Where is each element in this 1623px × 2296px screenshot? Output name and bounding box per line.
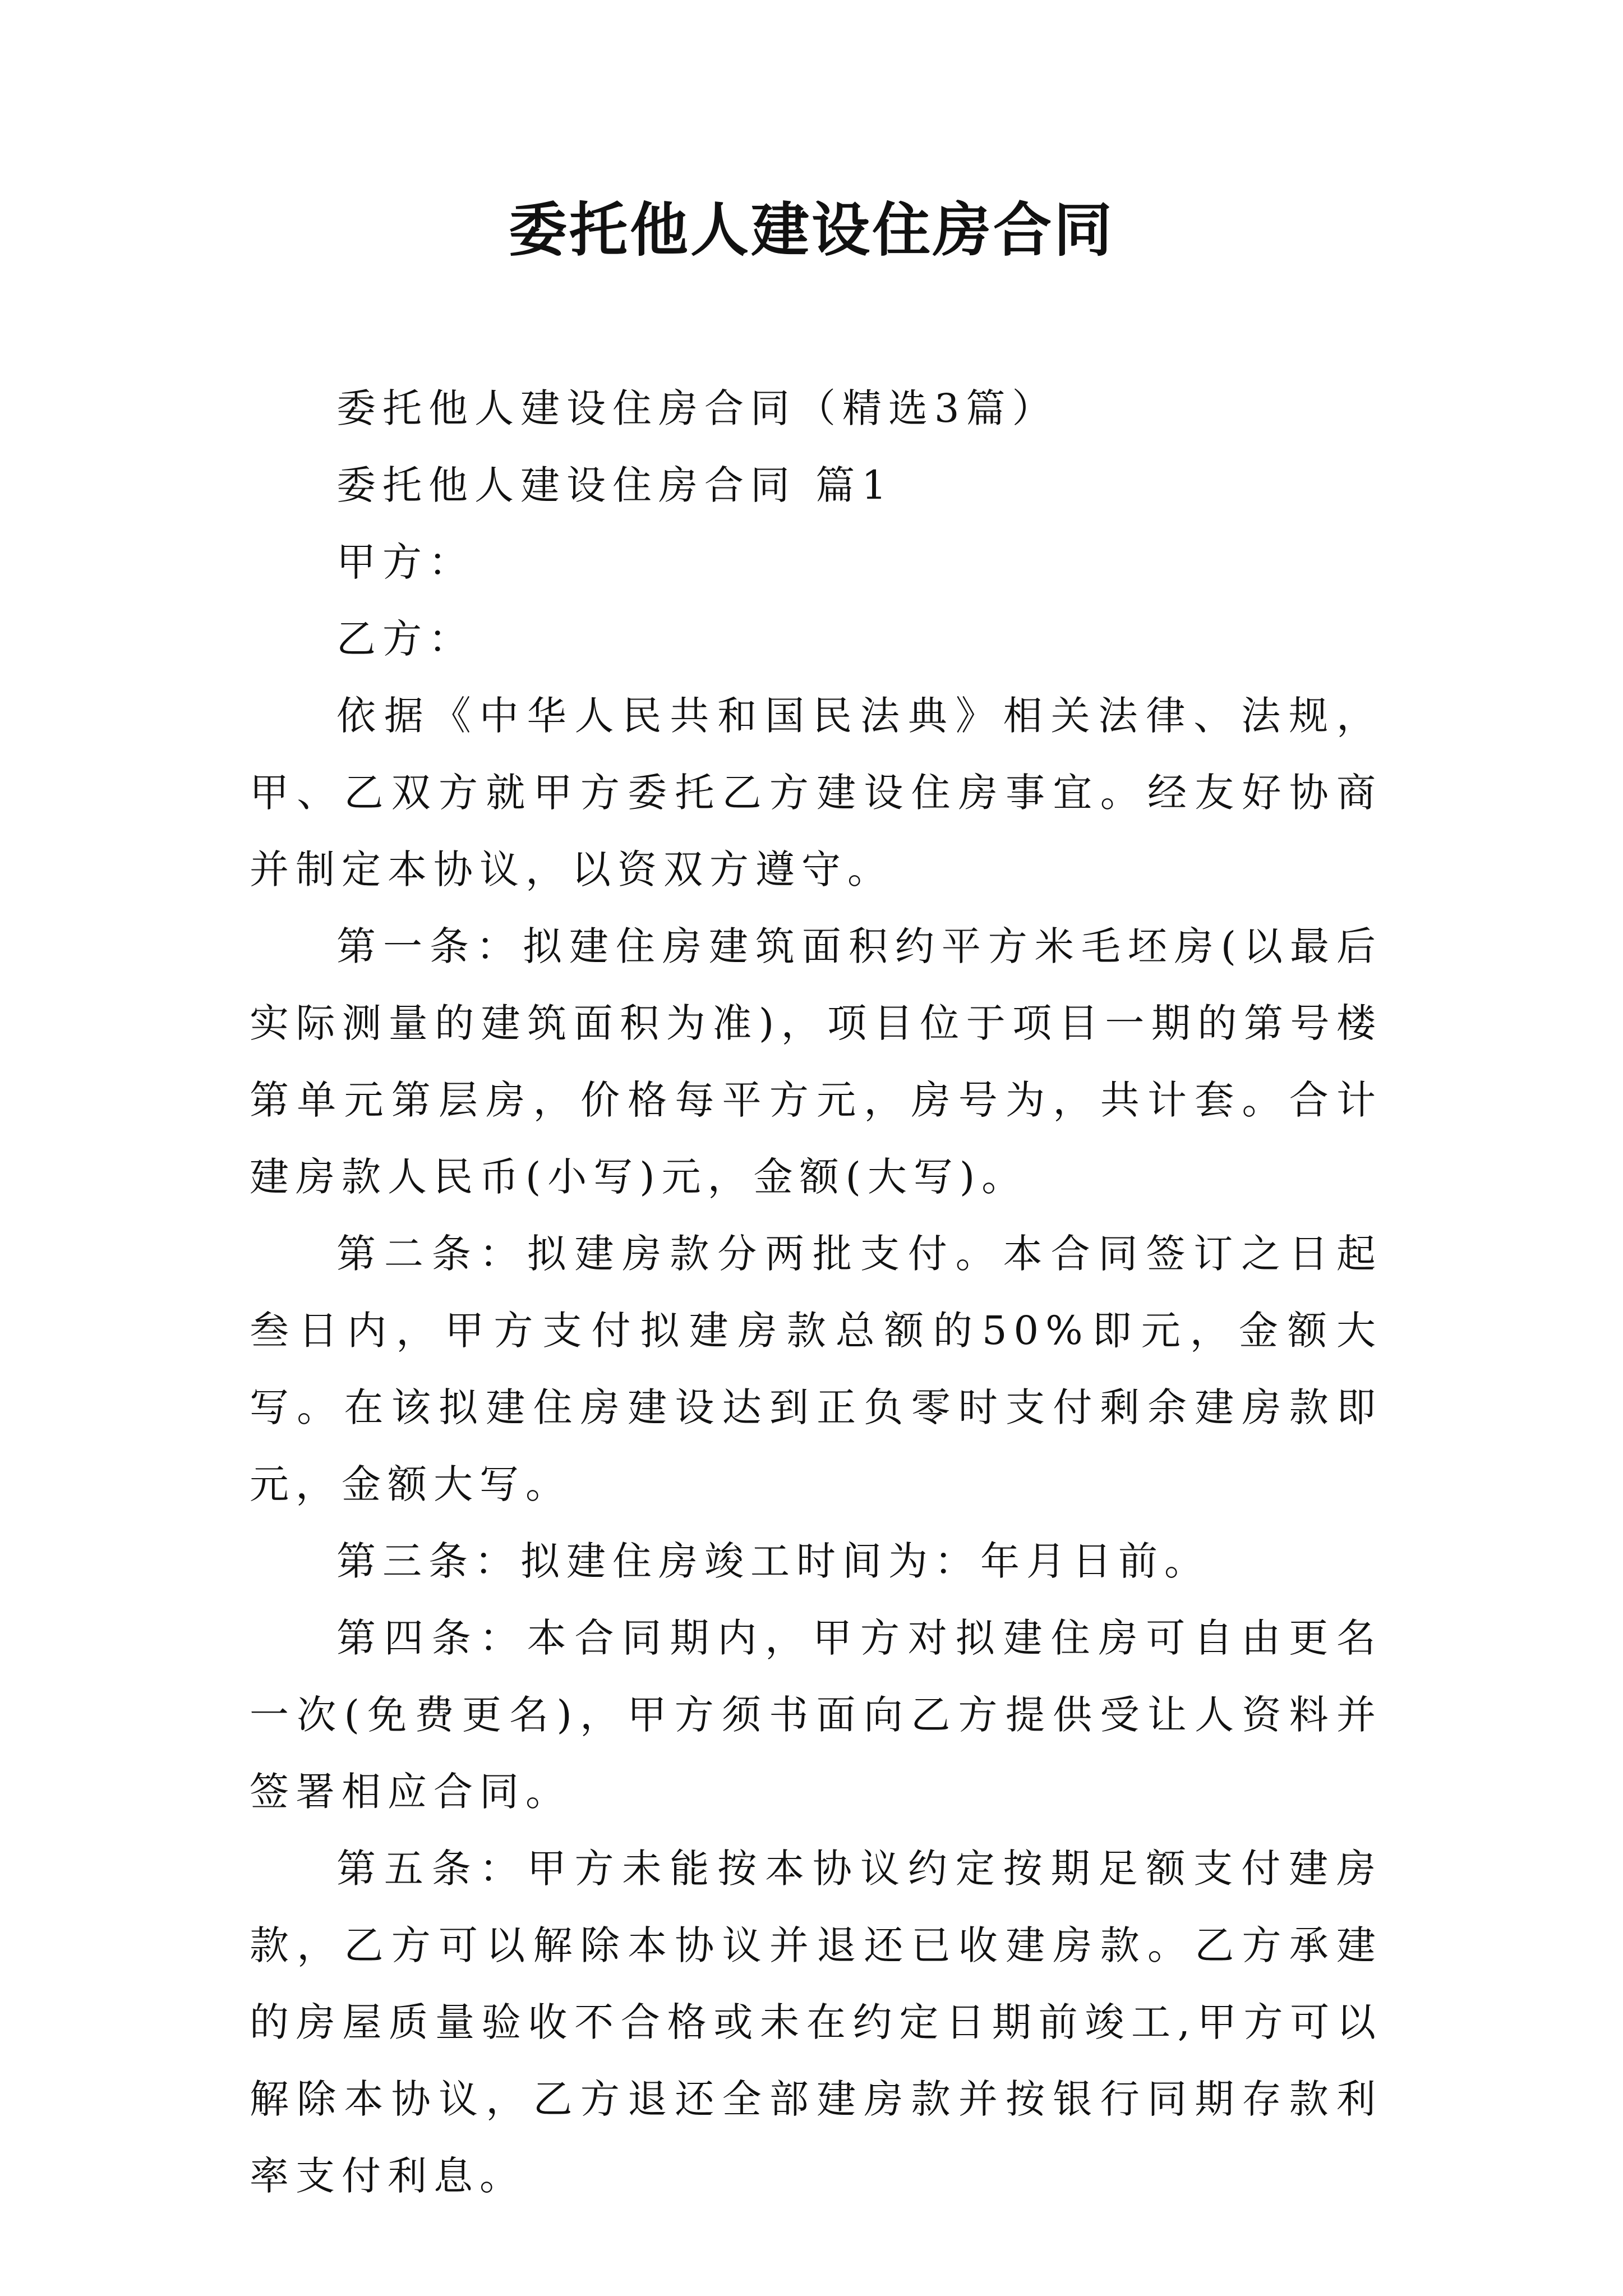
- paragraph-subtitle: 委托他人建设住房合同（精选3篇）: [336, 385, 1058, 431]
- paragraph-article-2: 第二条：拟建房款分两批支付。本合同签订之日起叁日内，甲方支付拟建房款总额的50%即元，金额大写。在该拟建住房建设达到正负零时支付剩余建房款即元，金额大写。: [250, 1231, 1382, 1507]
- paragraph-article-3: 第三条：拟建住房竣工时间为：年月日前。: [336, 1538, 1210, 1584]
- paragraph-party-b: 乙方：: [336, 616, 474, 662]
- paragraph-article-1: 第一条：拟建住房建筑面积约平方米毛坯房(以最后实际测量的建筑面积为准)，项目位于项目一期的第号楼第单元第层房，价格每平方元，房号为，共计套。合计建房款人民币(小写)元，金额(大写)。: [250, 923, 1382, 1200]
- document-body: [250, 370, 1382, 2215]
- paragraph-article-4: 第四条：本合同期内，甲方对拟建住房可自由更名一次(免费更名)，甲方须书面向乙方提供受让人资料并签署相应合同。: [250, 1615, 1382, 1815]
- paragraph-section-heading: 委托他人建设住房合同 篇1: [336, 462, 893, 508]
- document-title: 委托他人建设住房合同: [508, 196, 1114, 264]
- paragraph-party-a: 甲方：: [336, 539, 474, 585]
- paragraph-preamble: 依据《中华人民共和国民法典》相关法律、法规，甲、乙双方就甲方委托乙方建设住房事宜。经友好协商并制定本协议，以资双方遵守。: [250, 693, 1382, 892]
- paragraph-article-5: 第五条：甲方未能按本协议约定按期足额支付建房款，乙方可以解除本协议并退还已收建房款。乙方承建的房屋质量验收不合格或未在约定日期前竣工,甲方可以解除本协议，乙方退还全部建房款并按银行同期存款利率支付利息。: [250, 1846, 1382, 2199]
